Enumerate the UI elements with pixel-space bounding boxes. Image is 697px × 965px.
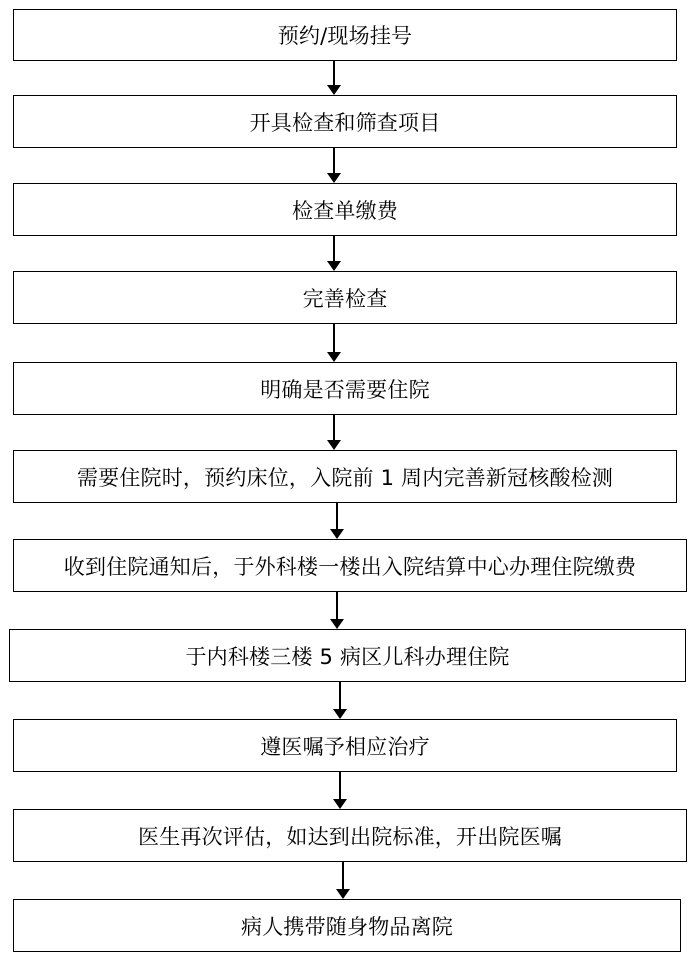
step-4-label: 完善检查 [302,286,388,311]
step-10-label: 医生再次评估，如达到出院标准，开出院医嘱 [138,824,562,849]
step-4-box [13,271,677,324]
step-1-label: 预约/现场挂号 [277,24,413,48]
arrow-8-9 [333,682,347,719]
step-8-label: 于内科楼三楼 5 病区儿科办理住院 [185,644,510,669]
arrow-4-5 [327,324,341,362]
step-2-box [13,95,677,148]
step-2-label: 开具检查和筛查项目 [249,110,441,135]
step-6-label: 需要住院时，预约床位，入院前 1 周内完善新冠核酸检测 [76,465,614,490]
step-9-box [13,719,677,772]
arrow-6-7 [330,503,344,539]
step-5-label: 明确是否需要住院 [260,377,430,402]
step-11-label: 病人携带随身物品离院 [241,914,453,939]
step-11-box [13,899,681,952]
step-10-box [13,809,687,862]
step-7-box [13,539,687,592]
arrow-7-8 [330,592,344,629]
step-9-label: 遵医嘱予相应治疗 [260,734,430,759]
step-6-box [13,450,677,503]
arrow-10-11 [336,862,350,899]
step-1-box [13,9,677,61]
arrow-1-2 [327,61,341,95]
step-8-box [9,629,686,682]
step-7-label: 收到住院通知后，于外科楼一楼出入院结算中心办理住院缴费 [63,554,637,579]
arrow-9-10 [333,772,347,809]
step-3-box [13,183,677,236]
arrow-3-4 [327,236,341,271]
step-5-box [13,362,677,415]
step-3-label: 检查单缴费 [292,198,398,223]
arrow-2-3 [327,148,341,183]
arrow-5-6 [327,415,341,450]
